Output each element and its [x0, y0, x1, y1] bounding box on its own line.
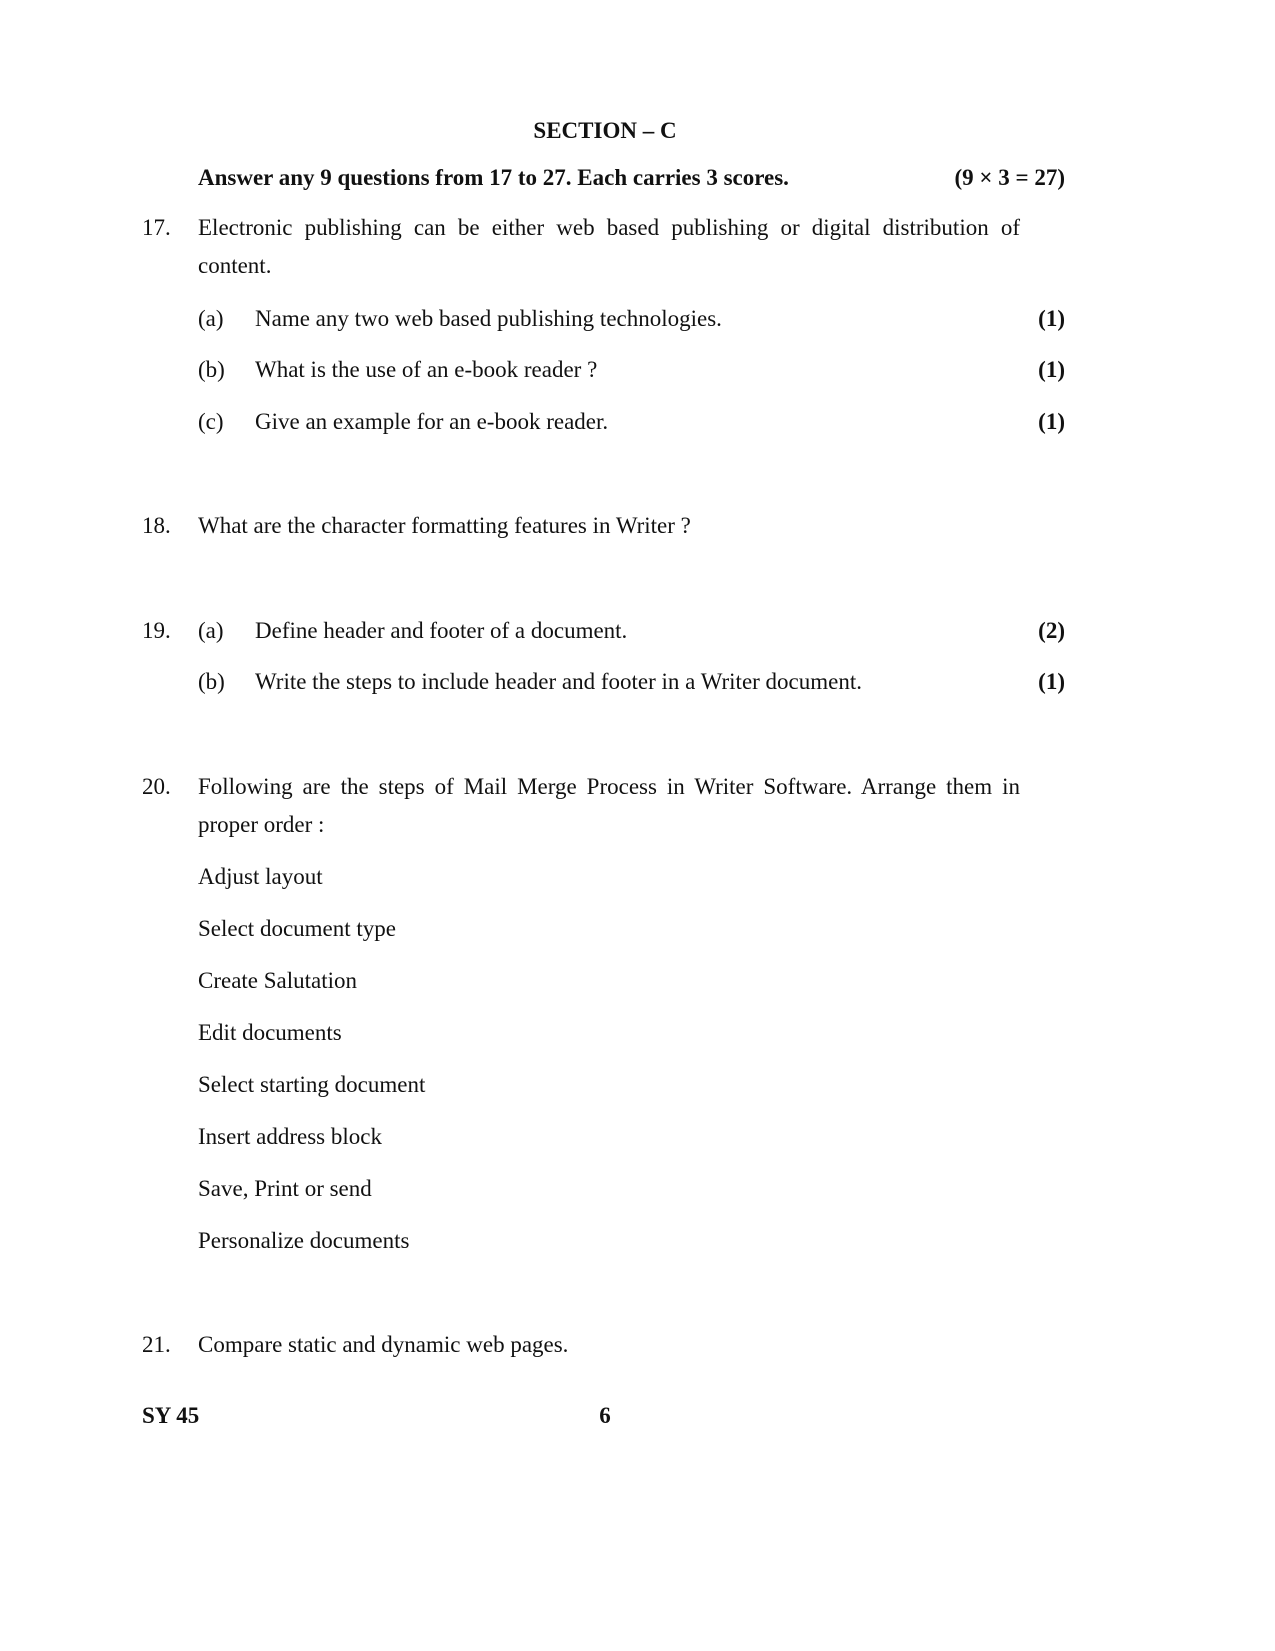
mail-merge-step: Select document type [198, 916, 396, 941]
mail-merge-step: Select starting document [198, 1072, 426, 1097]
part-text: Define header and footer of a document. [255, 618, 628, 643]
part-label: (b) [198, 669, 225, 694]
paper-code: SY 45 [142, 1403, 200, 1428]
page-number: 6 [599, 1403, 611, 1428]
question-text: Compare static and dynamic web pages. [198, 1332, 569, 1357]
part-text: What is the use of an e-book reader ? [255, 357, 598, 382]
question-number: 18. [142, 513, 171, 538]
part-label: (b) [198, 357, 225, 382]
mail-merge-step: Create Salutation [198, 968, 358, 993]
question-number: 19. [142, 618, 171, 643]
mail-merge-step: Edit documents [198, 1020, 342, 1045]
mail-merge-step: Adjust layout [198, 864, 323, 889]
question-number: 17. [142, 215, 171, 240]
part-marks: (1) [1038, 357, 1065, 382]
question-text-continued: content. [198, 253, 272, 278]
part-marks: (2) [1038, 618, 1065, 643]
section-instruction: Answer any 9 questions from 17 to 27. Each carries 3 scores. [198, 165, 789, 190]
part-marks: (1) [1038, 409, 1065, 434]
part-label: (a) [198, 306, 224, 331]
mail-merge-step: Save, Print or send [198, 1176, 372, 1201]
question-text: Electronic publishing can be either web based publishing or digital distribution of [198, 215, 1020, 240]
part-text: Name any two web based publishing technologies. [255, 306, 722, 331]
question-text: Following are the steps of Mail Merge Process in Writer Software. Arrange them in [198, 774, 1020, 799]
mail-merge-step: Insert address block [198, 1124, 382, 1149]
question-text-continued: proper order : [198, 812, 325, 837]
part-marks: (1) [1038, 306, 1065, 331]
mail-merge-step: Personalize documents [198, 1228, 410, 1253]
question-number: 21. [142, 1332, 171, 1357]
part-text: Write the steps to include header and footer in a Writer document. [255, 669, 863, 694]
question-number: 20. [142, 774, 171, 799]
part-marks: (1) [1038, 669, 1065, 694]
section-marks-total: (9 × 3 = 27) [954, 165, 1065, 190]
section-title: SECTION – C [533, 118, 677, 143]
part-label: (c) [198, 409, 224, 434]
part-text: Give an example for an e-book reader. [255, 409, 609, 434]
question-text: What are the character formatting features in Writer ? [198, 513, 691, 538]
part-label: (a) [198, 618, 224, 643]
